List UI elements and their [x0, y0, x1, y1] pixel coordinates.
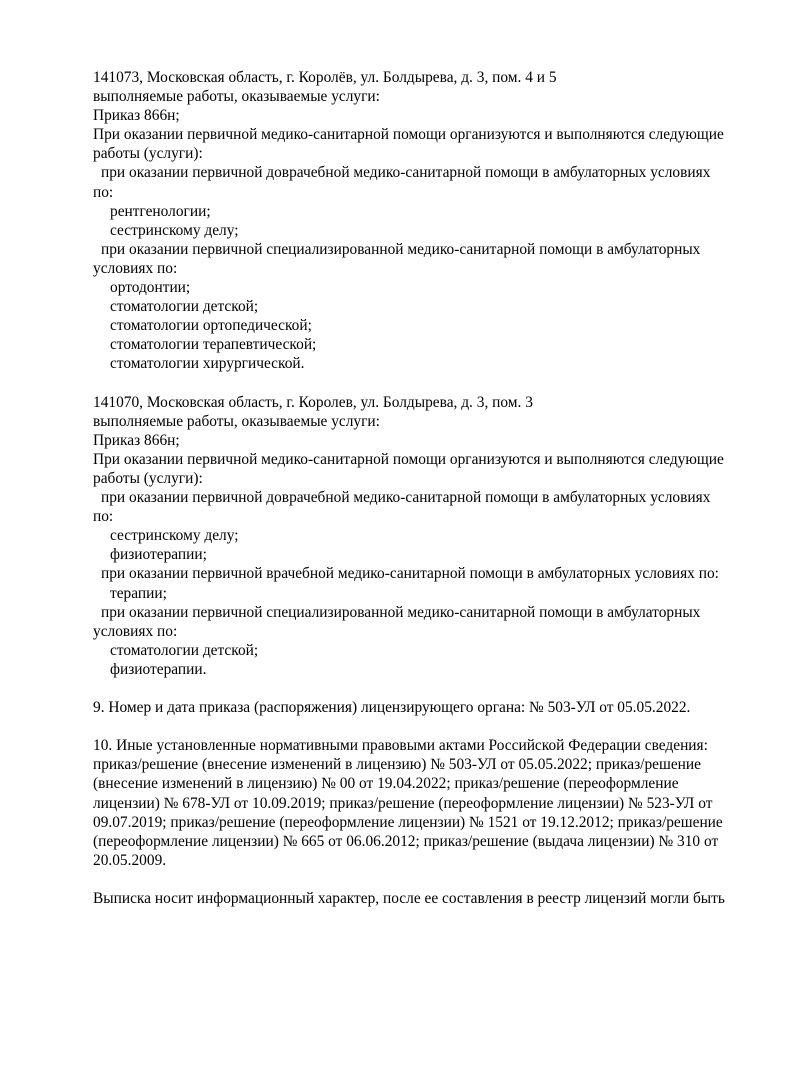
service-item: терапии; — [110, 584, 167, 602]
other-info-line: приказ/решение (внесение изменений в лицензию) № 503-УЛ от 05.05.2022; приказ/решение — [93, 756, 701, 774]
care-group-heading: при оказании первичной специализированной медико-санитарной помощи в амбулаторных — [101, 603, 701, 621]
other-info-line: 09.07.2019; приказ/решение (переоформление лицензии) № 1521 от 19.12.2012; приказ/решение — [93, 813, 723, 831]
other-info-line: 20.05.2009. — [93, 851, 167, 869]
care-group-heading: при оказании первичной доврачебной медико-санитарной помощи в амбулаторных условиях — [101, 489, 711, 507]
service-item: рентгенологии; — [110, 202, 211, 220]
intro-text: При оказании первичной медико-санитарной помощи организуются и выполняются следующие — [93, 450, 724, 468]
spacer — [93, 717, 763, 736]
care-group-heading: условиях по: — [93, 259, 178, 277]
care-group-heading: при оказании первичной доврачебной медико-санитарной помощи в амбулаторных условиях — [101, 164, 711, 182]
other-info-line: лицензии) № 678-УЛ от 10.09.2019; приказ/решение (переоформление лицензии) № 523-УЛ от — [93, 794, 713, 812]
other-info-line: (переоформление лицензии) № 665 от 06.06.2012; приказ/решение (выдача лицензии) № 310 от — [93, 832, 719, 850]
service-item: стоматологии детской; — [110, 298, 259, 316]
service-item: стоматологии хирургической. — [110, 355, 305, 373]
service-item: ортодонтии; — [110, 279, 191, 297]
other-info-line: 10. Иные установленные нормативными правовыми актами Российской Федерации сведения: — [93, 737, 708, 755]
document-page — [93, 68, 763, 908]
care-group-heading: условиях по: — [93, 622, 178, 640]
spacer — [93, 870, 763, 889]
intro-text: При оказании первичной медико-санитарной помощи организуются и выполняются следующие — [93, 126, 724, 144]
address: 141070, Московская область, г. Королев, ул. Болдырева, д. 3, пом. 3 — [93, 393, 533, 411]
care-group-heading: при оказании первичной специализированной медико-санитарной помощи в амбулаторных — [101, 240, 701, 258]
service-item: сестринскому делу; — [110, 527, 239, 545]
service-item: физиотерапии; — [110, 546, 207, 564]
care-group-heading: по: — [93, 183, 114, 201]
service-item: стоматологии ортопедической; — [110, 317, 312, 335]
spacer — [93, 374, 763, 393]
address-block — [93, 393, 763, 679]
care-group-heading: при оказании первичной врачебной медико-санитарной помощи в амбулаторных условиях по: — [101, 565, 719, 583]
order-ref: Приказ 866н; — [93, 431, 180, 449]
service-item: физиотерапии. — [110, 660, 207, 678]
intro-text: работы (услуги): — [93, 145, 203, 163]
footer-note: Выписка носит информационный характер, после ее составления в реестр лицензий могли быть — [93, 890, 725, 908]
intro-text: работы (услуги): — [93, 469, 203, 487]
order-number-date: 9. Номер и дата приказа (распоряжения) лицензирующего органа: № 503-УЛ от 05.05.2022. — [93, 699, 691, 717]
service-item: сестринскому делу; — [110, 221, 239, 239]
order-ref: Приказ 866н; — [93, 107, 180, 125]
works-label: выполняемые работы, оказываемые услуги: — [93, 412, 380, 430]
address-block — [93, 68, 763, 374]
care-group-heading: по: — [93, 508, 114, 526]
service-item: стоматологии терапевтической; — [110, 336, 317, 354]
service-item: стоматологии детской; — [110, 641, 259, 659]
works-label: выполняемые работы, оказываемые услуги: — [93, 88, 380, 106]
other-info-block — [93, 736, 763, 870]
other-info-line: (внесение изменений в лицензию) № 00 от 19.04.2022; приказ/решение (переоформление — [93, 775, 679, 793]
spacer — [93, 679, 763, 698]
address: 141073, Московская область, г. Королёв, ул. Болдырева, д. 3, пом. 4 и 5 — [93, 69, 557, 86]
